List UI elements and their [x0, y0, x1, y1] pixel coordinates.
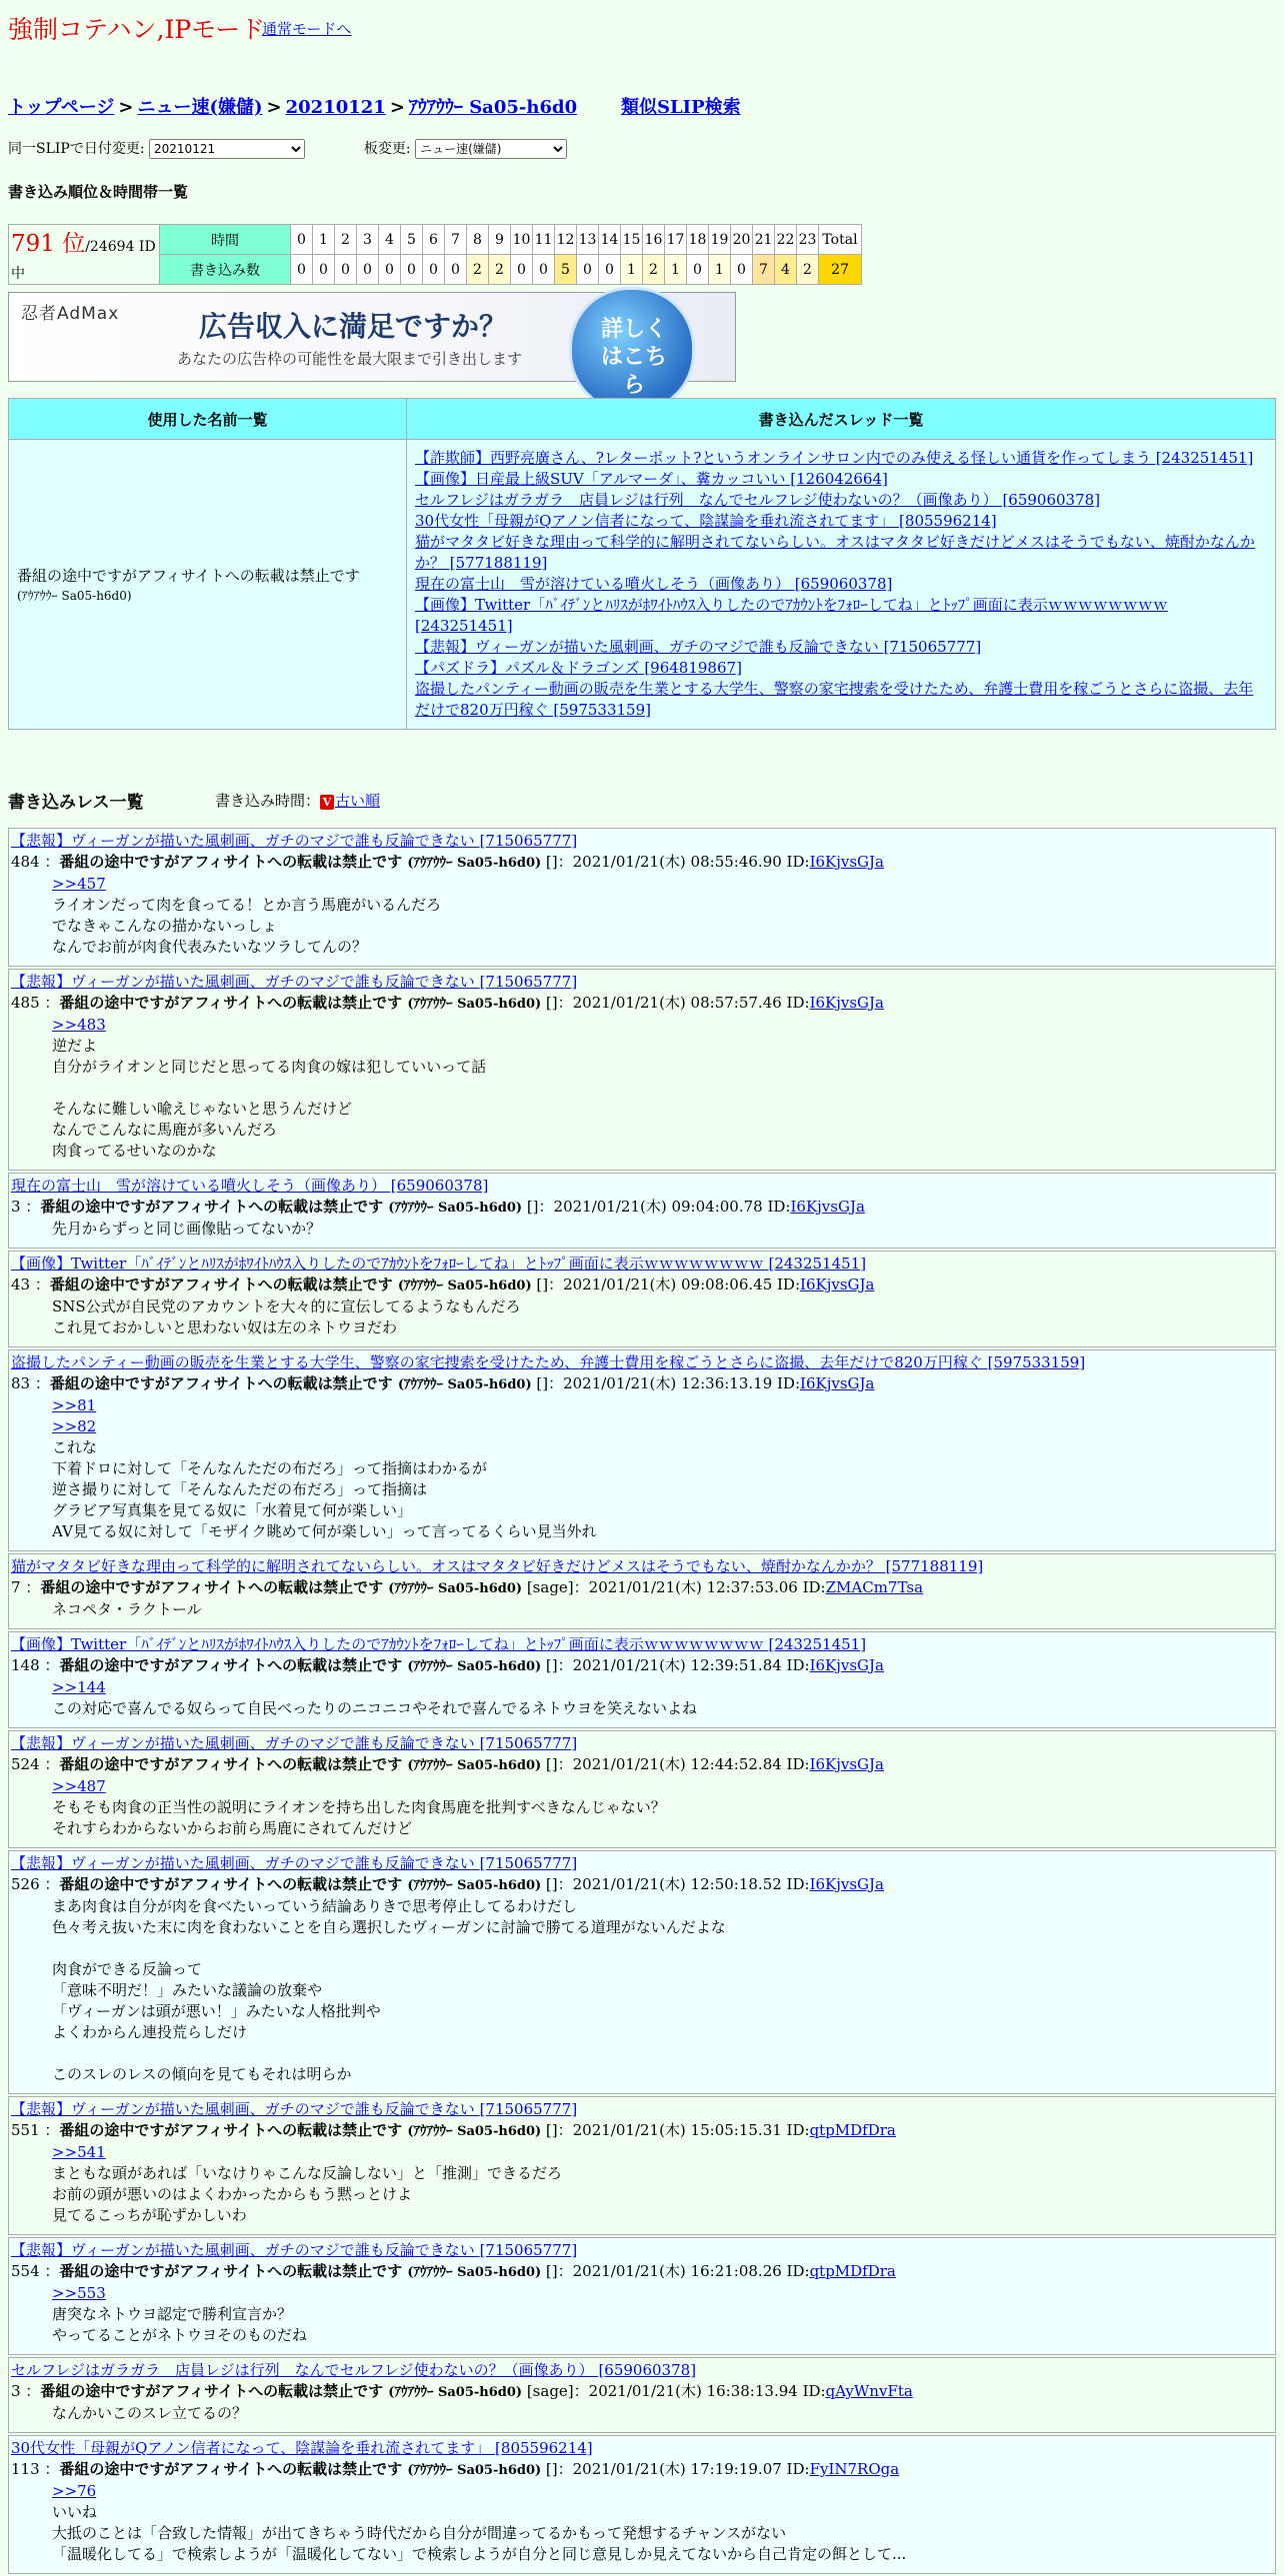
ad-headline: 広告収入に満足ですか？	[199, 310, 508, 343]
hour-header: 21	[753, 225, 775, 255]
poster-trip: (ｱｳｱｳｳｰ Sa05-h6d0)	[17, 589, 132, 603]
post-number: 554 ：	[11, 2262, 60, 2280]
hour-count: 0	[357, 255, 379, 285]
reply-anchor-link[interactable]: >>541	[52, 2143, 106, 2161]
post-meta: []：2021/01/21(木) 17:19:19.07 ID:	[541, 2460, 810, 2478]
hour-header: 16	[643, 225, 665, 255]
ad-subtext: あなたの広告枠の可能性を最大限まで引き出します	[177, 350, 523, 368]
post-text: 唐突なネトウヨ認定で勝利宣言か？ やってることがネトウヨそのものだね	[52, 2305, 308, 2344]
post-header	[11, 2381, 1273, 2403]
post-meta: []：2021/01/21(木) 15:05:15.31 ID:	[541, 2121, 810, 2139]
reply-anchor-link[interactable]: >>553	[52, 2284, 106, 2302]
hour-header: 4	[379, 225, 401, 255]
hour-header: 11	[533, 225, 555, 255]
post-id-link[interactable]: ZMACm7Tsa	[825, 1578, 924, 1596]
hour-header: 10	[511, 225, 533, 255]
post-header	[11, 1373, 1273, 1395]
reply-anchor-link[interactable]: >>457	[52, 875, 106, 893]
posts-heading: 書き込みレス一覧	[8, 793, 144, 813]
post-meta: [sage]：2021/01/21(木) 12:37:53.06 ID:	[522, 1578, 826, 1596]
post-trip: (ｱｳｱｳｳｰ Sa05-h6d0)	[407, 2265, 542, 2280]
thread-link[interactable]: 【詐欺師】西野亮廣さん、?レターポット?というオンラインサロン内でのみ使える怪しい通貨を作ってしまう [243251451]	[415, 449, 1254, 467]
post-header	[11, 1754, 1273, 1776]
post-id-link[interactable]: qtpMDfDra	[809, 2262, 896, 2280]
ad-logo: 忍者AdMax	[21, 304, 120, 324]
hour-header: Total	[819, 225, 862, 255]
hour-header: 13	[577, 225, 599, 255]
hour-count: 2	[797, 255, 819, 285]
names-column-header: 使用した名前一覧	[9, 399, 407, 440]
post-text: ネコペタ・ラクトール	[52, 1600, 202, 1618]
post-text: ライオンだって肉を食ってる！とか言う馬鹿がいるんだろ でなきゃこんなの描かないっしょ なんでお前が肉食代表みたいなツラしてんの？	[52, 896, 442, 956]
hour-header: 0	[291, 225, 313, 255]
post-id-link[interactable]: I6KjvsGJa	[800, 1374, 875, 1392]
post-text: なんかいこのスレ立てるの？	[52, 2404, 248, 2422]
post-thread-link[interactable]: 【悲報】ヴィーガンが描いた風刺画、ガチのマジで誰も反論できない [715065777]	[11, 2100, 578, 2118]
hour-count: 0	[511, 255, 533, 285]
hour-count: 0	[401, 255, 423, 285]
ranking-heading: 書き込み順位＆時間帯一覧	[8, 183, 189, 201]
post-body	[11, 1015, 1273, 1162]
post-body	[11, 2283, 1273, 2346]
hour-header: 22	[775, 225, 797, 255]
post-trip: (ｱｳｱｳｳｰ Sa05-h6d0)	[397, 1377, 532, 1392]
post-thread-link[interactable]: 【悲報】ヴィーガンが描いた風刺画、ガチのマジで誰も反論できない [715065777]	[11, 973, 578, 991]
hour-header: 20	[731, 225, 753, 255]
board-select-label: 板変更:	[363, 141, 411, 157]
rank-cell	[9, 225, 160, 285]
post	[8, 2435, 1276, 2574]
post	[8, 2096, 1276, 2235]
post-author: 番組の途中ですがアフィサイトへの転載は禁止です	[40, 1198, 389, 1216]
post-meta: []：2021/01/21(木) 12:44:52.84 ID:	[541, 1755, 810, 1773]
post-author: 番組の途中ですがアフィサイトへの転載は禁止です	[49, 1276, 398, 1293]
post-author: 番組の途中ですがアフィサイトへの転載は禁止です	[59, 1875, 408, 1893]
reply-anchor-link[interactable]: >>483	[52, 1016, 106, 1034]
post-thread-link[interactable]: セルフレジはガラガラ 店員レジは行列 なんでセルフレジ使わないの？（画像あり） [659060378]	[11, 2361, 697, 2379]
thread-link[interactable]: 【画像】Twitter「ﾊﾞｲﾃﾞﾝとﾊﾘｽがﾎﾜｲﾄﾊｳｽ入りしたのでｱｶｳﾝﾄをﾌｫﾛｰしてね」とﾄｯﾌﾟ画面に表示ｗｗｗｗｗｗｗｗ [243251451]	[415, 596, 1168, 635]
post-trip: (ｱｳｱｳｳｰ Sa05-h6d0)	[407, 2463, 542, 2478]
hour-count: 0	[291, 255, 313, 285]
post-id-link[interactable]: I6KjvsGJa	[809, 853, 884, 871]
hour-count: 0	[423, 255, 445, 285]
post-author: 番組の途中ですがアフィサイトへの転載は禁止です	[59, 853, 408, 871]
post-header	[11, 1275, 1273, 1296]
post-author: 番組の途中ですがアフィサイトへの転載は禁止です	[59, 2121, 408, 2139]
post-number: 526 ：	[11, 1875, 60, 1893]
post-body	[11, 1896, 1273, 2085]
thread-list	[407, 440, 1276, 730]
hour-header: 7	[445, 225, 467, 255]
breadcrumb-slip[interactable]: ｱｳｱｳｳｰ Sa05-h6d0	[408, 97, 578, 118]
hour-count: 0	[379, 255, 401, 285]
hour-header: 2	[335, 225, 357, 255]
poster-name: 番組の途中ですがアフィサイトへの転載は禁止です	[17, 567, 360, 585]
post-thread-link[interactable]: 猫がマタタビ好きな理由って科学的に解明されてないらしい。オスはマタタビ好きだけどメスはそうでもない、焼酎かなんかか？ [577188119]	[11, 1557, 984, 1575]
thread-link[interactable]: 【パズドラ】パズル＆ドラゴンズ [964819867]	[415, 659, 742, 677]
hour-header: 18	[687, 225, 709, 255]
post-trip: (ｱｳｱｳｳｰ Sa05-h6d0)	[388, 1581, 523, 1596]
post-trip: (ｱｳｱｳｳｰ Sa05-h6d0)	[388, 1201, 523, 1216]
hour-header: 19	[709, 225, 731, 255]
post	[8, 1730, 1276, 1848]
post-meta: []：2021/01/21(木) 16:21:08.26 ID:	[541, 2262, 810, 2280]
sort-label: 書き込み時間：	[215, 792, 321, 810]
page-title: 強制コテハン,IPモード	[8, 15, 266, 44]
post-trip: (ｱｳｱｳｳｰ Sa05-h6d0)	[407, 1878, 542, 1893]
post-meta: []：2021/01/21(木) 09:04:00.78 ID:	[522, 1198, 791, 1216]
post-number: 484 ：	[11, 853, 60, 871]
post-thread-link[interactable]: 【悲報】ヴィーガンが描いた風刺画、ガチのマジで誰も反論できない [715065777]	[11, 1854, 578, 1872]
ad-banner[interactable]	[8, 292, 736, 398]
post-text: SNS公式が自民党のアカウントを大々的に宣伝してるようなもんだろ これ見ておかしいと思わない奴は左のネトウヨだわ	[52, 1297, 521, 1336]
posts-list	[8, 828, 1276, 2576]
thread-link[interactable]: セルフレジはガラガラ 店員レジは行列 なんでセルフレジ使わないの？（画像あり） [659060378]	[415, 491, 1101, 509]
post-header	[11, 993, 1273, 1015]
hour-count: 2	[467, 255, 489, 285]
post	[8, 1349, 1276, 1551]
post-number: 3 ：	[11, 2382, 41, 2400]
post-thread-link[interactable]: 現在の富士山 雪が溶けている噴火しそう（画像あり） [659060378]	[11, 1177, 489, 1195]
post-number: 524 ：	[11, 1755, 60, 1773]
post-body	[11, 1395, 1273, 1542]
post-number: 485 ：	[11, 994, 60, 1012]
post-body	[11, 1296, 1273, 1338]
reply-anchor-link[interactable]: >>144	[52, 1678, 106, 1696]
post-body	[11, 1219, 1273, 1240]
hour-header: 6	[423, 225, 445, 255]
hour-count: 0	[687, 255, 709, 285]
post-text: この対応で喜んでる奴らって自民べったりのニコニコやそれで喜んでるネトウヨを笑えないよね	[52, 1699, 698, 1717]
post-header	[11, 2459, 1273, 2481]
post-trip: (ｱｳｱｳｳｰ Sa05-h6d0)	[407, 997, 542, 1012]
post	[8, 2237, 1276, 2355]
post-meta: []：2021/01/21(木) 09:08:06.45 ID:	[531, 1276, 801, 1293]
post-meta: []：2021/01/21(木) 12:36:13.19 ID:	[531, 1374, 801, 1392]
post	[8, 1631, 1276, 1728]
post	[8, 969, 1276, 1171]
post-author: 番組の途中ですがアフィサイトへの転載は禁止です	[59, 1755, 408, 1773]
post-id-link[interactable]: I6KjvsGJa	[809, 994, 884, 1012]
post-thread-link[interactable]: 【悲報】ヴィーガンが描いた風刺画、ガチのマジで誰も反論できない [715065777]	[11, 2241, 578, 2259]
ranking-table	[8, 224, 862, 285]
post-number: 3 ：	[11, 1198, 41, 1216]
total-count: 27	[819, 255, 862, 285]
hour-count: 1	[621, 255, 643, 285]
hour-count: 7	[753, 255, 775, 285]
breadcrumb-separator: >	[389, 97, 405, 118]
hour-header: 17	[665, 225, 687, 255]
hour-count: 4	[775, 255, 797, 285]
breadcrumb-separator: >	[118, 97, 134, 118]
count-label: 書き込み数	[160, 255, 291, 285]
hour-count: 2	[489, 255, 511, 285]
post-author: 番組の途中ですがアフィサイトへの転載は禁止です	[59, 2262, 408, 2280]
post-text: これな 下着ドロに対して「そんなんただの布だろ」って指摘はわかるが 逆さ撮りに対して「そんなんただの布だろ」って指摘は グラビア写真集を見てる奴に「水着見て何が楽しい」 AV見てる奴に対して「モザイク眺めて何が楽しい」って言ってるくらい見当外れ	[52, 1438, 597, 1540]
post-trip: (ｱｳｱｳｳｰ Sa05-h6d0)	[407, 2124, 542, 2139]
reply-anchor-link[interactable]: >>76	[52, 2482, 97, 2500]
rank-value: 791 位	[11, 231, 86, 257]
post-text: まともな頭があれば「いなけりゃこんな反論しない」と「推測」できるだろ お前の頭が悪いのはよくわかったからもう黙っとけよ 見てるこっちが恥ずかしいわ	[52, 2164, 563, 2224]
breadcrumb-separator: >	[266, 97, 282, 118]
post-thread-link[interactable]: 30代女性「母親がQアノン信者になって、陰謀論を垂れ流されてます」 [805596214]	[11, 2439, 593, 2457]
hour-header: 9	[489, 225, 511, 255]
post-body	[11, 1776, 1273, 1839]
page-header	[8, 8, 1276, 48]
hour-count: 2	[643, 255, 665, 285]
post-thread-link[interactable]: 【悲報】ヴィーガンが描いた風刺画、ガチのマジで誰も反論できない [715065777]	[11, 1734, 578, 1752]
post-meta: []：2021/01/21(木) 12:39:51.84 ID:	[541, 1656, 810, 1674]
hour-count: 1	[709, 255, 731, 285]
hour-count: 5	[555, 255, 577, 285]
post-author: 番組の途中ですがアフィサイトへの転載は禁止です	[59, 2460, 408, 2478]
ad-details-label: 詳しくはこちら	[600, 317, 667, 398]
post	[8, 1553, 1276, 1629]
post-trip: (ｱｳｱｳｳｰ Sa05-h6d0)	[397, 1279, 532, 1293]
post-text: 先月からずっと同じ画像貼ってないか？	[52, 1220, 322, 1238]
reply-anchor-link[interactable]: >>82	[52, 1417, 97, 1435]
hour-header: 8	[467, 225, 489, 255]
hour-header: 3	[357, 225, 379, 255]
date-select[interactable]	[149, 139, 305, 159]
hour-count: 0	[445, 255, 467, 285]
post-author: 番組の途中ですがアフィサイトへの転載は禁止です	[59, 1656, 408, 1674]
thread-link[interactable]: 猫がマタタビ好きな理由って科学的に解明されてないらしい。オスはマタタビ好きだけどメスはそうでもない、焼酎かなんかか？ [577188119]	[415, 533, 1255, 572]
post-number: 113 ：	[11, 2460, 60, 2478]
post	[8, 1251, 1276, 1347]
post-trip: (ｱｳｱｳｳｰ Sa05-h6d0)	[407, 1758, 542, 1773]
post-text: まあ肉食は自分が肉を食べたいっていう結論ありきで思考停止してるわけだし 色々考え抜いた末に肉を食わないことを自ら選択したヴィーガンに討論で勝てる道理がないんだよな 肉食ができる反論って 「意味不明だ！」みたいな議論の放棄や 「ヴィーガンは頭が悪い！」みたいな人格批判や よくわからん連投荒らしだけ このスレのレスの傾向を見てもそれは明らか	[52, 1897, 726, 2083]
sort-control	[215, 790, 380, 811]
post-thread-link[interactable]: 【悲報】ヴィーガンが描いた風刺画、ガチのマジで誰も反論できない [715065777]	[11, 832, 578, 850]
post-body	[11, 874, 1273, 958]
post-body	[11, 2481, 1273, 2565]
post-text: そもそも肉食の正当性の説明にライオンを持ち出した肉食馬鹿を批判すべきなんじゃない？ それすらわからないからお前ら馬鹿にされてんだけど	[52, 1798, 666, 1837]
hour-header: 15	[621, 225, 643, 255]
hour-count: 0	[313, 255, 335, 285]
post-thread-link[interactable]: 盗撮したパンティー動画の販売を生業とする大学生、警察の家宅捜索を受けたため、弁護士費用を稼ごうとさらに盗撮、去年だけで820万円稼ぐ [597533159]	[11, 1353, 1086, 1371]
post-number: 83 ：	[11, 1374, 50, 1392]
thread-link[interactable]: 【悲報】ヴィーガンが描いた風刺画、ガチのマジで誰も反論できない [715065777]	[415, 638, 982, 656]
hour-header: 1	[313, 225, 335, 255]
date-select-label: 同一SLIPで日付変更:	[8, 141, 145, 157]
sort-oldest-link[interactable]: 古い順	[335, 792, 381, 810]
post-body	[11, 1677, 1273, 1719]
sort-arrow-icon: V	[320, 795, 334, 810]
post-text: いいね 大抵のことは「合致した情報」が出てきちゃう時代だから自分が間違ってるかもって発想するチャンスがない 「温暖化してる」で検索しようが「温暖化してない」で検索しようが自分と同じ意見しか見えてないから自己肯定の餌として...	[52, 2503, 907, 2563]
hour-header: 23	[797, 225, 819, 255]
reply-anchor-link[interactable]: >>81	[52, 1396, 97, 1414]
post-id-link[interactable]: I6KjvsGJa	[800, 1276, 875, 1293]
thread-link[interactable]: 盗撮したパンティー動画の販売を生業とする大学生、警察の家宅捜索を受けたため、弁護士費用を稼ごうとさらに盗撮、去年だけで820万円稼ぐ [597533159]	[415, 680, 1254, 719]
thread-link[interactable]: 【画像】日産最上級SUV「アルマーダ」、糞カッコいい [126042664]	[415, 470, 888, 488]
post-meta: []：2021/01/21(木) 08:55:46.90 ID:	[541, 853, 810, 871]
post-trip: (ｱｳｱｳｳｰ Sa05-h6d0)	[407, 856, 542, 871]
post-author: 番組の途中ですがアフィサイトへの転載は禁止です	[40, 1578, 389, 1596]
post	[8, 1850, 1276, 2094]
post-header	[11, 1655, 1273, 1677]
post	[8, 828, 1276, 967]
post-header	[11, 1577, 1273, 1599]
post-trip: (ｱｳｱｳｳｰ Sa05-h6d0)	[407, 1659, 542, 1674]
post	[8, 2357, 1276, 2433]
hour-count: 1	[665, 255, 687, 285]
hour-header: 14	[599, 225, 621, 255]
post-body	[11, 2403, 1273, 2424]
hour-count: 0	[599, 255, 621, 285]
post-id-link[interactable]: qAyWnvFta	[825, 2382, 913, 2400]
post-author: 番組の途中ですがアフィサイトへの転載は禁止です	[40, 2382, 389, 2400]
post-id-link[interactable]: I6KjvsGJa	[790, 1198, 865, 1216]
post-header	[11, 1874, 1273, 1896]
post-text: 逆だよ 自分がライオンと同じだと思ってる肉食の嫁は犯していいって話 そんなに難しい喩えじゃないと思うんだけど なんでこんなに馬鹿が多いんだろ 肉食ってるせいなのかな	[52, 1037, 487, 1160]
normal-mode-link[interactable]: 通常モードへ	[262, 20, 352, 38]
post-id-link[interactable]: qtpMDfDra	[809, 2121, 896, 2139]
board-select[interactable]	[415, 139, 567, 159]
post-author: 番組の途中ですがアフィサイトへの転載は禁止です	[49, 1374, 398, 1392]
post	[8, 1173, 1276, 1249]
post-header	[11, 2261, 1273, 2283]
threads-column-header: 書き込んだスレッド一覧	[407, 399, 1276, 440]
post-number: 43 ：	[11, 1276, 50, 1293]
selector-row	[8, 138, 567, 159]
post-body	[11, 2142, 1273, 2226]
ad-details-button[interactable]	[569, 287, 695, 413]
post-id-link[interactable]: FyIN7ROga	[809, 2460, 900, 2478]
post-header	[11, 2120, 1273, 2142]
post-id-link[interactable]: I6KjvsGJa	[809, 1875, 884, 1893]
post-id-link[interactable]: I6KjvsGJa	[809, 1656, 884, 1674]
post-author: 番組の途中ですがアフィサイトへの転載は禁止です	[59, 994, 408, 1012]
name-cell	[9, 440, 407, 730]
hour-header: 5	[401, 225, 423, 255]
post-thread-link[interactable]: 【画像】Twitter「ﾊﾞｲﾃﾞﾝとﾊﾘｽがﾎﾜｲﾄﾊｳｽ入りしたのでｱｶｳﾝﾄをﾌｫﾛｰしてね」とﾄｯﾌﾟ画面に表示ｗｗｗｗｗｗｗｗ [243251451]	[11, 1635, 867, 1653]
similar-slip-search-link[interactable]: 類似SLIP検索	[621, 97, 741, 118]
post-number: 7 ：	[11, 1578, 41, 1596]
thread-link[interactable]: 現在の富士山 雪が溶けている噴火しそう（画像あり） [659060378]	[415, 575, 893, 593]
post-body	[11, 1599, 1273, 1620]
post-thread-link[interactable]: 【画像】Twitter「ﾊﾞｲﾃﾞﾝとﾊﾘｽがﾎﾜｲﾄﾊｳｽ入りしたのでｱｶｳﾝﾄをﾌｫﾛｰしてね」とﾄｯﾌﾟ画面に表示ｗｗｗｗｗｗｗｗ [243251451]	[11, 1255, 867, 1273]
breadcrumb-top[interactable]: トップページ	[8, 97, 115, 118]
reply-anchor-link[interactable]: >>487	[52, 1777, 106, 1795]
hour-count: 0	[731, 255, 753, 285]
post-header	[11, 852, 1273, 874]
rank-total: /24694 ID中	[11, 239, 156, 282]
thread-link[interactable]: 30代女性「母親がQアノン信者になって、陰謀論を垂れ流されてます」 [805596214]	[415, 512, 997, 530]
hour-count: 0	[577, 255, 599, 285]
post-meta: []：2021/01/21(木) 12:50:18.52 ID:	[541, 1875, 810, 1893]
breadcrumb	[8, 93, 577, 119]
hour-count: 0	[533, 255, 555, 285]
post-meta: [sage]：2021/01/21(木) 16:38:13.94 ID:	[522, 2382, 826, 2400]
time-label: 時間	[160, 225, 291, 255]
breadcrumb-date[interactable]: 20210121	[285, 97, 386, 118]
post-number: 551 ：	[11, 2121, 60, 2139]
hour-header: 12	[555, 225, 577, 255]
post-trip: (ｱｳｱｳｳｰ Sa05-h6d0)	[388, 2385, 523, 2400]
names-threads-table	[8, 398, 1276, 730]
breadcrumb-board[interactable]: ニュー速(嫌儲)	[137, 97, 263, 118]
post-header	[11, 1197, 1273, 1219]
hour-count: 0	[335, 255, 357, 285]
post-meta: []：2021/01/21(木) 08:57:57.46 ID:	[541, 994, 810, 1012]
post-id-link[interactable]: I6KjvsGJa	[809, 1755, 884, 1773]
post-number: 148 ：	[11, 1656, 60, 1674]
